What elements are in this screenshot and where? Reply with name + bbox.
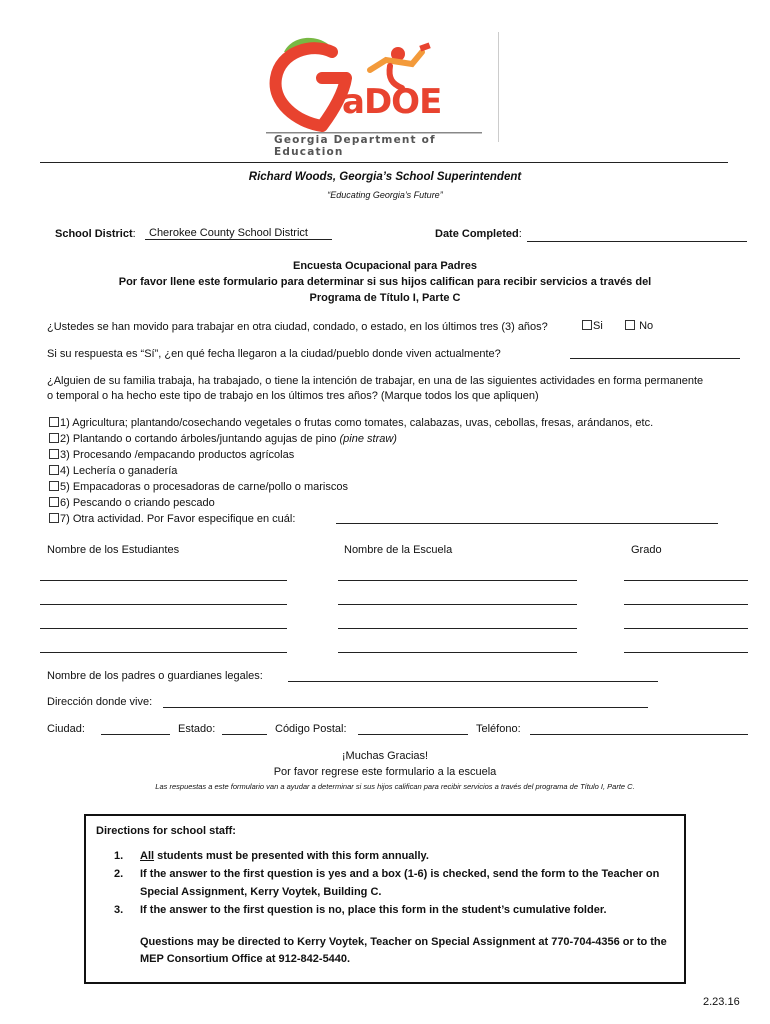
option-label: 3) Procesando /empacando productos agrícolas [60,449,295,461]
school-name-field[interactable] [338,580,577,581]
item-text: If the answer to the first question is yes and a box (1-6) is checked, send the form to the Teacher on [140,868,660,880]
survey-subtitle: Por favor llene este formulario para determinar si sus hijos califican para recibir servicios a través del [118,276,652,288]
phone-label: Teléfono: [476,723,521,735]
col-school-name: Nombre de la Escuela [344,544,453,556]
option-label: 4) Lechería o ganadería [60,465,178,477]
date-label: Date Completed [435,228,519,240]
item-number: 2. [114,868,124,880]
staff-directions-box [84,814,686,984]
school-name-field[interactable] [338,628,577,629]
staff-item-3 [114,904,607,916]
item-text: Special Assignment, Kerry Voytek, Building C. [140,886,382,898]
staff-item-2 [114,868,659,880]
student-name-field[interactable] [40,652,287,653]
survey-title: Encuesta Ocupacional para Padres [292,260,478,272]
school-name-field[interactable] [338,652,577,653]
option-5[interactable] [49,481,348,493]
disclaimer-text: Las respuestas a este formulario van a ayudar a determinar si sus hijos califican para recibir servicios a través del programa de Título I, Parte C. [155,782,635,791]
survey-program: Programa de Título I, Parte C [309,292,461,304]
logo-divider [498,32,499,142]
city-field[interactable] [101,734,170,735]
zip-field[interactable] [358,734,468,735]
item-strong: All [140,850,155,862]
yes-label: Si [593,320,603,332]
superintendent-line: Richard Woods, Georgia’s School Superintendent [248,171,522,183]
grade-field[interactable] [624,652,748,653]
item-text: students must be presented with this form annually. [154,850,429,862]
no-checkbox[interactable] [625,320,635,330]
district-field[interactable] [145,227,332,240]
item-number: 1. [114,850,124,862]
col-grade: Grado [631,544,662,556]
colon: : [518,228,522,240]
question-moved: ¿Ustedes se han movido para trabajar en otra ciudad, condado, o estado, en los últimos tres (3) años? [47,321,548,333]
parents-label: Nombre de los padres o guardianes legales: [47,670,263,682]
option-7[interactable] [49,513,295,525]
col-student-name: Nombre de los Estudiantes [47,544,180,556]
motto: “Educating Georgia’s Future” [327,190,443,200]
date-field[interactable] [527,227,747,242]
option-6[interactable] [49,497,215,509]
option-4[interactable] [49,465,177,477]
answer-yes[interactable] [582,320,603,332]
option-checkbox[interactable] [49,433,59,443]
thanks-text: ¡Muchas Gracias! [341,750,429,762]
answer-no[interactable] [625,320,653,332]
option-label: 1) Agricultura; plantando/cosechando vegetales o frutas como tomates, calabazas, uvas, cebollas, fresas, arándanos, etc. [60,417,654,429]
question-arrival: Si su respuesta es “Sí”, ¿en qué fecha llegaron a la ciudad/pueblo donde viven actualmente? [47,348,501,360]
logo-brand-text: aDOE [342,82,442,122]
yes-checkbox[interactable] [582,320,592,330]
phone-field[interactable] [530,734,748,735]
option-checkbox[interactable] [49,497,59,507]
zip-label: Código Postal: [275,723,347,735]
option-extra: (pine straw) [339,433,397,445]
no-label: No [639,320,654,332]
arrival-date-field[interactable] [570,358,740,359]
student-name-field[interactable] [40,580,287,581]
address-field[interactable] [163,707,648,708]
option-checkbox[interactable] [49,465,59,475]
district-row [55,228,136,240]
item-text: If the answer to the first question is no, place this form in the student’s cumulative folder. [140,904,607,916]
option-checkbox[interactable] [49,449,59,459]
student-name-field[interactable] [40,604,287,605]
colon: : [132,228,136,240]
state-label: Estado: [178,723,216,735]
option-checkbox[interactable] [49,481,59,491]
option-label: 2) Plantando o cortando árboles/juntando agujas de pino [60,433,340,445]
item-number: 3. [114,904,124,916]
option-label: 7) Otra actividad. Por Favor especifique en cuál: [60,513,296,525]
option-3[interactable] [49,449,294,461]
logo-tagline: Georgia Department of Education [274,134,436,158]
date-row [435,228,522,240]
address-label: Dirección donde vive: [47,696,153,708]
option-checkbox[interactable] [49,513,59,523]
option-label: 6) Pescando o criando pescado [60,497,215,509]
student-name-field[interactable] [40,628,287,629]
gadoe-logo [262,30,502,158]
state-field[interactable] [222,734,267,735]
grade-field[interactable] [624,628,748,629]
parents-field[interactable] [288,681,658,682]
return-text: Por favor regrese este formulario a la escuela [273,766,497,778]
staff-item-2-cont [140,886,381,898]
header-rule [40,162,728,163]
district-value: Cherokee County School District [149,227,308,239]
question-work-1: ¿Alguien de su familia trabaja, ha trabajado, o tiene la intención de trabajar, en una de las siguientes actividades en forma permanente [47,375,704,387]
staff-questions-2: MEP Consortium Office at 912-842-5440. [140,953,351,965]
staff-heading: Directions for school staff: [96,825,236,837]
form-version: 2.23.16 [703,996,740,1008]
district-label: School District [55,228,133,240]
option-checkbox[interactable] [49,417,59,427]
option-label: 5) Empacadoras o procesadoras de carne/pollo o mariscos [60,481,348,493]
question-work-2: o temporal o ha hecho este tipo de trabajo en los últimos tres años? (Marque todos los que apliquen) [47,390,539,402]
other-activity-field[interactable] [336,523,718,524]
option-1[interactable] [49,417,653,429]
city-label: Ciudad: [47,723,85,735]
grade-field[interactable] [624,604,748,605]
grade-field[interactable] [624,580,748,581]
staff-questions-1: Questions may be directed to Kerry Voytek, Teacher on Special Assignment at 770-704-4356 or to the [140,936,667,948]
option-2[interactable] [49,433,397,445]
school-name-field[interactable] [338,604,577,605]
staff-item-1 [114,850,429,862]
